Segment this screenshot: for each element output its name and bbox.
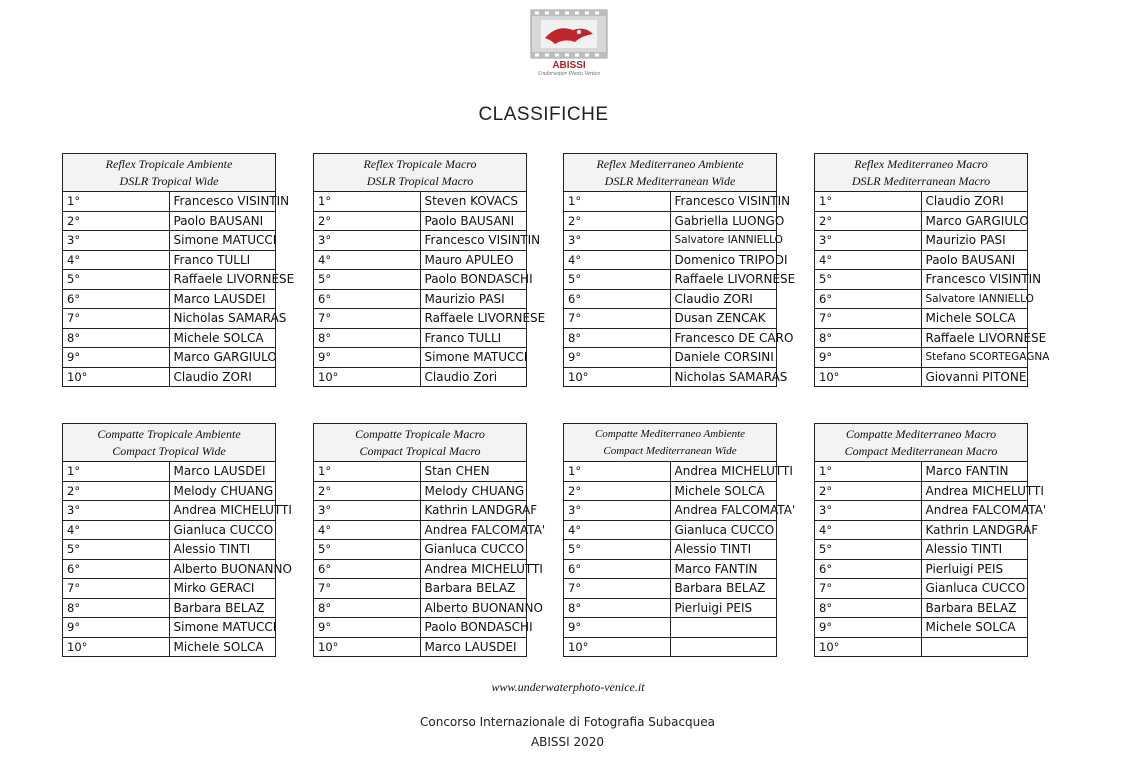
photographer-name: Francesco DE CARO	[670, 328, 777, 348]
table-row	[815, 559, 1028, 579]
rank-position: 6°	[63, 559, 170, 579]
table-row	[314, 462, 527, 482]
photographer-name: Gianluca CUCCO	[420, 540, 527, 560]
rank-position: 3°	[815, 501, 922, 521]
table-row	[63, 231, 276, 251]
table-row	[63, 270, 276, 290]
photographer-name: Barbara BELAZ	[921, 598, 1028, 618]
table-row	[815, 270, 1028, 290]
rank-position: 2°	[314, 211, 421, 231]
table-row	[564, 637, 777, 657]
table-row	[815, 367, 1028, 387]
photographer-name: Stefano SCORTEGAGNA	[921, 348, 1028, 368]
rank-position: 7°	[314, 309, 421, 329]
table-row	[815, 520, 1028, 540]
photographer-name: Franco TULLI	[169, 250, 276, 270]
table-row	[815, 192, 1028, 212]
table-row	[63, 367, 276, 387]
ranking-table	[313, 423, 546, 657]
table-row	[815, 637, 1028, 657]
rank-position: 9°	[815, 618, 922, 638]
table-row	[63, 348, 276, 368]
rank-position: 6°	[314, 559, 421, 579]
rank-position: 1°	[63, 462, 170, 482]
photographer-name: Michele SOLCA	[169, 328, 276, 348]
rank-position: 5°	[564, 270, 671, 290]
logo-subtitle: Underwater Photo Venice	[538, 71, 600, 77]
photographer-name: Daniele CORSINI	[670, 348, 777, 368]
rank-position: 8°	[564, 328, 671, 348]
photographer-name: Paolo BAUSANI	[420, 211, 527, 231]
table-row	[815, 540, 1028, 560]
photographer-name: Marco GARGIULO	[921, 211, 1028, 231]
ranking-table	[313, 153, 546, 387]
photographer-name: Marco LAUSDEI	[420, 637, 527, 657]
table-row	[314, 231, 527, 251]
photographer-name: Paolo BAUSANI	[921, 250, 1028, 270]
photographer-name: Claudio ZORI	[921, 192, 1028, 212]
table-row	[63, 192, 276, 212]
rank-position: 7°	[63, 579, 170, 599]
ranking-table	[563, 423, 796, 657]
rank-position: 9°	[815, 348, 922, 368]
rank-position: 2°	[63, 481, 170, 501]
photographer-name: Kathrin LANDGRAF	[921, 520, 1028, 540]
rank-position: 8°	[63, 328, 170, 348]
photographer-name	[921, 637, 1028, 657]
table-row	[564, 540, 777, 560]
category-title-en: Compact Mediterranean Macro	[844, 443, 998, 458]
rank-position: 4°	[314, 520, 421, 540]
table-row	[63, 579, 276, 599]
rank-position: 5°	[815, 540, 922, 560]
category-title-it: Reflex Mediterraneo Macro	[854, 156, 988, 171]
rank-position: 2°	[564, 481, 671, 501]
rank-position: 4°	[63, 520, 170, 540]
rank-position: 6°	[815, 289, 922, 309]
footer-contest-name: Concorso Internazionale di Fotografia Subacquea	[420, 715, 715, 729]
table-row	[63, 540, 276, 560]
rank-position: 9°	[314, 618, 421, 638]
photographer-name: Barbara BELAZ	[420, 579, 527, 599]
table-row	[815, 579, 1028, 599]
photographer-name: Michele SOLCA	[921, 618, 1028, 638]
rank-position: 3°	[815, 231, 922, 251]
photographer-name: Claudio Zori	[420, 367, 527, 387]
rank-position: 9°	[314, 348, 421, 368]
table-row	[314, 348, 527, 368]
table-row	[815, 462, 1028, 482]
photographer-name: Alberto BUONANNO	[169, 559, 276, 579]
table-row	[815, 501, 1028, 521]
category-title-it: Compatte Tropicale Macro	[355, 426, 485, 441]
photographer-name: Raffaele LIVORNESE	[420, 309, 527, 329]
table-row	[564, 231, 777, 251]
rank-position: 4°	[815, 250, 922, 270]
ranking-table	[62, 423, 292, 657]
rank-position: 9°	[564, 348, 671, 368]
table-row	[314, 309, 527, 329]
ranking-table-header	[815, 154, 1028, 192]
rank-position: 10°	[63, 637, 170, 657]
category-title-en: DSLR Mediterranean Macro	[851, 173, 991, 188]
photographer-name: Simone MATUCCI	[169, 231, 276, 251]
table-row	[314, 367, 527, 387]
photographer-name: Alessio TINTI	[921, 540, 1028, 560]
table-row	[63, 462, 276, 482]
table-row	[564, 579, 777, 599]
rank-position: 3°	[63, 231, 170, 251]
table-row	[314, 270, 527, 290]
table-row	[63, 211, 276, 231]
photographer-name: Simone MATUCCI	[169, 618, 276, 638]
category-title-it: Compatte Mediterraneo Macro	[845, 426, 997, 441]
photographer-name: Francesco VISINTIN	[420, 231, 527, 251]
rank-position: 3°	[564, 501, 671, 521]
table-row	[564, 520, 777, 540]
photographer-name: Melody CHUANG	[169, 481, 276, 501]
photographer-name: Gianluca CUCCO	[169, 520, 276, 540]
table-row	[63, 328, 276, 348]
photographer-name: Pierluigi PEIS	[921, 559, 1028, 579]
photographer-name: Gabriella LUONGO	[670, 211, 777, 231]
photographer-name: Gianluca CUCCO	[921, 579, 1028, 599]
rank-position: 6°	[564, 289, 671, 309]
category-title-en: DSLR Tropical Macro	[366, 173, 474, 188]
rank-position: 3°	[63, 501, 170, 521]
ranking-table	[563, 153, 796, 387]
photographer-name: Steven KOVACS	[420, 192, 527, 212]
category-title-en: DSLR Mediterranean Wide	[604, 173, 736, 188]
rank-position: 8°	[815, 598, 922, 618]
ranking-table-header	[815, 424, 1028, 462]
photographer-name: Marco LAUSDEI	[169, 462, 276, 482]
photographer-name: Marco GARGIULO	[169, 348, 276, 368]
rank-position: 4°	[564, 520, 671, 540]
table-row	[564, 348, 777, 368]
category-title-it: Compatte Mediterraneo Ambiente	[594, 427, 746, 440]
rank-position: 1°	[314, 462, 421, 482]
rank-position: 7°	[815, 309, 922, 329]
photographer-name: Raffaele LIVORNESE	[169, 270, 276, 290]
ranking-table-header	[564, 154, 777, 192]
rank-position: 6°	[815, 559, 922, 579]
rank-position: 10°	[815, 637, 922, 657]
rank-position: 2°	[815, 211, 922, 231]
table-row	[815, 481, 1028, 501]
table-row	[314, 289, 527, 309]
photographer-name: Salvatore IANNIELLO	[921, 289, 1028, 309]
rank-position: 8°	[314, 598, 421, 618]
photographer-name: Alberto BUONANNO	[420, 598, 527, 618]
website-link[interactable]: www.underwaterphoto-venice.it	[491, 680, 645, 694]
rank-position: 7°	[314, 579, 421, 599]
photographer-name: Michele SOLCA	[921, 309, 1028, 329]
table-row	[314, 637, 527, 657]
rank-position: 7°	[564, 309, 671, 329]
ranking-table	[814, 153, 1050, 387]
table-row	[564, 328, 777, 348]
table-row	[564, 367, 777, 387]
table-row	[63, 637, 276, 657]
photographer-name: Melody CHUANG	[420, 481, 527, 501]
table-row	[815, 289, 1028, 309]
table-row	[815, 598, 1028, 618]
photographer-name: Maurizio PASI	[921, 231, 1028, 251]
page-title: CLASSIFICHE	[478, 104, 609, 125]
table-row	[564, 462, 777, 482]
table-row	[564, 618, 777, 638]
category-title-en: Compact Tropical Macro	[359, 443, 481, 458]
ranking-table	[62, 153, 295, 387]
rank-position: 5°	[564, 540, 671, 560]
rank-position: 2°	[314, 481, 421, 501]
table-row	[564, 559, 777, 579]
table-row	[815, 250, 1028, 270]
table-row	[63, 481, 276, 501]
photographer-name: Raffaele LIVORNESE	[921, 328, 1028, 348]
photographer-name: Mauro APULEO	[420, 250, 527, 270]
photographer-name: Barbara BELAZ	[169, 598, 276, 618]
photographer-name: Claudio ZORI	[670, 289, 777, 309]
table-row	[564, 270, 777, 290]
rank-position: 7°	[815, 579, 922, 599]
photographer-name: Francesco VISINTIN	[670, 192, 777, 212]
table-row	[314, 211, 527, 231]
rank-position: 3°	[314, 231, 421, 251]
photographer-name: Kathrin LANDGRAF	[420, 501, 527, 521]
table-row	[815, 309, 1028, 329]
table-row	[314, 540, 527, 560]
rank-position: 3°	[564, 231, 671, 251]
table-row	[314, 618, 527, 638]
rank-position: 8°	[314, 328, 421, 348]
table-row	[564, 250, 777, 270]
rank-position: 10°	[564, 367, 671, 387]
table-row	[815, 348, 1028, 368]
rank-position: 6°	[314, 289, 421, 309]
photographer-name: Andrea FALCOMATA'	[670, 501, 777, 521]
photographer-name: Nicholas SAMARAS	[169, 309, 276, 329]
rank-position: 5°	[63, 270, 170, 290]
rank-position: 5°	[815, 270, 922, 290]
rank-position: 8°	[63, 598, 170, 618]
ranking-table-header	[314, 424, 527, 462]
rank-position: 4°	[63, 250, 170, 270]
category-title-en: DSLR Tropical Wide	[119, 173, 219, 188]
photographer-name: Barbara BELAZ	[670, 579, 777, 599]
photographer-name: Giovanni PITONE	[921, 367, 1028, 387]
table-row	[314, 250, 527, 270]
rank-position: 8°	[564, 598, 671, 618]
photographer-name: Andrea FALCOMATA'	[420, 520, 527, 540]
photographer-name: Nicholas SAMARAS	[670, 367, 777, 387]
table-row	[314, 559, 527, 579]
table-row	[564, 309, 777, 329]
rank-position: 10°	[564, 637, 671, 657]
table-row	[564, 481, 777, 501]
table-row	[815, 328, 1028, 348]
rank-position: 7°	[564, 579, 671, 599]
table-row	[63, 598, 276, 618]
rank-position: 6°	[63, 289, 170, 309]
photographer-name: Gianluca CUCCO	[670, 520, 777, 540]
photographer-name: Francesco VISINTIN	[921, 270, 1028, 290]
table-row	[314, 481, 527, 501]
ranking-table-header	[63, 154, 276, 192]
photographer-name: Francesco VISINTIN	[169, 192, 276, 212]
rank-position: 1°	[815, 462, 922, 482]
rank-position: 10°	[314, 367, 421, 387]
photographer-name: Andrea MICHELUTTI	[670, 462, 777, 482]
table-row	[63, 309, 276, 329]
rank-position: 1°	[564, 192, 671, 212]
rank-position: 8°	[815, 328, 922, 348]
category-title-it: Compatte Tropicale Ambiente	[97, 426, 241, 441]
table-row	[564, 598, 777, 618]
table-row	[63, 559, 276, 579]
photographer-name	[670, 637, 777, 657]
rank-position: 1°	[314, 192, 421, 212]
photographer-name: Andrea MICHELUTTI	[921, 481, 1028, 501]
rank-position: 1°	[63, 192, 170, 212]
table-row	[564, 211, 777, 231]
table-row	[815, 211, 1028, 231]
category-title-it: Reflex Mediterraneo Ambiente	[596, 156, 744, 171]
table-row	[314, 579, 527, 599]
table-row	[63, 289, 276, 309]
rank-position: 5°	[63, 540, 170, 560]
rank-position: 1°	[564, 462, 671, 482]
photographer-name	[670, 618, 777, 638]
ranking-table-header	[314, 154, 527, 192]
rank-position: 6°	[564, 559, 671, 579]
rank-position: 10°	[314, 637, 421, 657]
rank-position: 9°	[63, 348, 170, 368]
photographer-name: Franco TULLI	[420, 328, 527, 348]
ranking-table	[814, 423, 1047, 657]
photographer-name: Marco FANTIN	[921, 462, 1028, 482]
photographer-name: Raffaele LIVORNESE	[670, 270, 777, 290]
table-row	[63, 250, 276, 270]
abissi-logo	[524, 8, 614, 80]
photographer-name: Simone MATUCCI	[420, 348, 527, 368]
table-row	[314, 598, 527, 618]
rank-position: 4°	[314, 250, 421, 270]
photographer-name: Domenico TRIPODI	[670, 250, 777, 270]
table-row	[63, 618, 276, 638]
rank-position: 7°	[63, 309, 170, 329]
photographer-name: Dusan ZENCAK	[670, 309, 777, 329]
rank-position: 5°	[314, 540, 421, 560]
photographer-name: Alessio TINTI	[169, 540, 276, 560]
logo-name: ABISSI	[552, 60, 586, 71]
photographer-name: Stan CHEN	[420, 462, 527, 482]
photographer-name: Paolo BAUSANI	[169, 211, 276, 231]
category-title-en: Compact Tropical Wide	[112, 443, 226, 458]
table-row	[314, 501, 527, 521]
film-frame-icon	[529, 8, 609, 60]
photographer-name: Andrea FALCOMATA'	[921, 501, 1028, 521]
rank-position: 2°	[63, 211, 170, 231]
rank-position: 5°	[314, 270, 421, 290]
ranking-table-header	[564, 424, 777, 462]
table-row	[314, 328, 527, 348]
photographer-name: Maurizio PASI	[420, 289, 527, 309]
category-title-en: Compact Mediterranean Wide	[603, 444, 737, 457]
table-row	[63, 501, 276, 521]
table-row	[63, 520, 276, 540]
table-row	[314, 192, 527, 212]
table-row	[815, 231, 1028, 251]
table-row	[314, 520, 527, 540]
photographer-name: Paolo BONDASCHI	[420, 618, 527, 638]
photographer-name: Andrea MICHELUTTI	[420, 559, 527, 579]
rank-position: 9°	[63, 618, 170, 638]
table-row	[815, 618, 1028, 638]
table-row	[564, 289, 777, 309]
rank-position: 2°	[564, 211, 671, 231]
photographer-name: Salvatore IANNIELLO	[670, 231, 777, 251]
rank-position: 10°	[815, 367, 922, 387]
table-row	[564, 192, 777, 212]
rank-position: 1°	[815, 192, 922, 212]
photographer-name: Claudio ZORI	[169, 367, 276, 387]
photographer-name: Michele SOLCA	[670, 481, 777, 501]
table-row	[564, 501, 777, 521]
rank-position: 4°	[815, 520, 922, 540]
rank-position: 3°	[314, 501, 421, 521]
rank-position: 2°	[815, 481, 922, 501]
footer-edition: ABISSI 2020	[530, 735, 605, 749]
rank-position: 4°	[564, 250, 671, 270]
rank-position: 9°	[564, 618, 671, 638]
photographer-name: Pierluigi PEIS	[670, 598, 777, 618]
ranking-table-header	[63, 424, 276, 462]
category-title-it: Reflex Tropicale Macro	[363, 156, 477, 171]
category-title-it: Reflex Tropicale Ambiente	[105, 156, 233, 171]
photographer-name: Marco LAUSDEI	[169, 289, 276, 309]
photographer-name: Mirko GERACI	[169, 579, 276, 599]
photographer-name: Alessio TINTI	[670, 540, 777, 560]
photographer-name: Marco FANTIN	[670, 559, 777, 579]
photographer-name: Paolo BONDASCHI	[420, 270, 527, 290]
rank-position: 10°	[63, 367, 170, 387]
photographer-name: Michele SOLCA	[169, 637, 276, 657]
photographer-name: Andrea MICHELUTTI	[169, 501, 276, 521]
